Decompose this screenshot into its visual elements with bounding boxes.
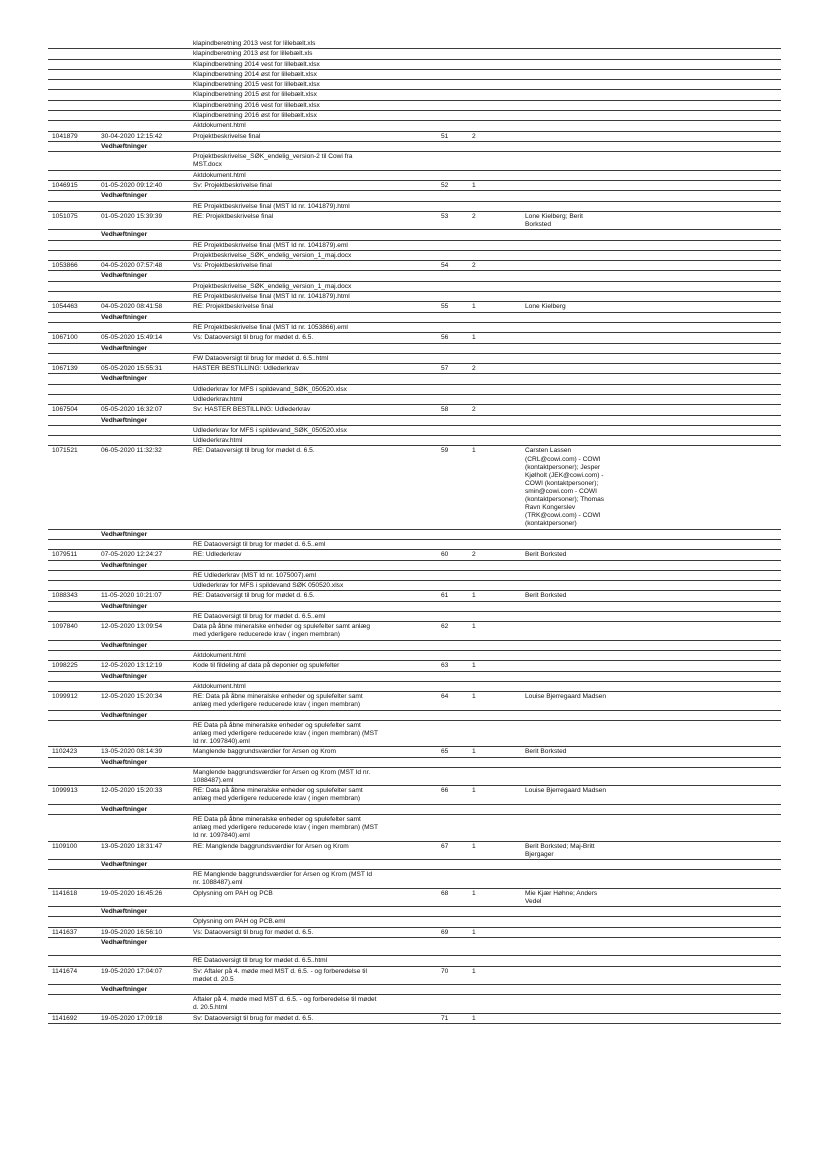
document-row: [48, 212, 781, 230]
attachments-label-row: [48, 985, 781, 995]
attachments-label: Vedhæftninger: [101, 711, 148, 719]
document-number: 63: [441, 662, 449, 670]
attachment-row: [48, 612, 781, 622]
attachments-label: Vedhæftninger: [101, 142, 148, 150]
document-id: 1088343: [52, 592, 78, 600]
document-row: [48, 302, 781, 312]
document-number: 58: [441, 406, 449, 414]
attachment-row: [48, 49, 781, 59]
attachment-row: [48, 815, 781, 842]
document-subject: RE: Projektbeskrivelse final: [193, 303, 274, 311]
document-id: 1053866: [52, 262, 78, 270]
attachments-label: Vedhæftninger: [101, 986, 148, 993]
document-subject: RE: Manglende baggrundsværdier for Arsen og Krom: [193, 842, 349, 850]
document-date: 06-05-2020 11:32:32: [101, 447, 162, 455]
document-row: [48, 181, 781, 191]
attachment-name: Aktdokument.html: [193, 122, 246, 130]
attachment-name: Klapindberetning 2016 øst for lillebælt.xlsx: [193, 112, 317, 120]
attachment-count: 1: [472, 447, 476, 455]
attachments-label: Vedhæftninger: [101, 272, 148, 280]
document-date: 01-05-2020 15:39:39: [101, 212, 163, 220]
document-row: [48, 333, 781, 343]
document-subject: RE: Projektbeskrivelse final: [193, 212, 274, 220]
document-row: [48, 550, 781, 560]
attachment-name: RE Udlederkrav (MST Id nr. 1075007).eml: [193, 571, 317, 579]
attachment-count: 1: [472, 967, 476, 975]
document-date: 12-05-2020 13:12:19: [101, 662, 163, 670]
document-subject: Vs: Dataoversigt til brug for mødet d. 6.5.: [193, 928, 314, 936]
attachment-row: [48, 70, 781, 80]
document-row: [48, 132, 781, 142]
attachment-name: RE Dataoversigt til brug for mødet d. 6.5..eml: [193, 613, 326, 621]
document-recipients: Berit Borksted: [525, 748, 567, 756]
document-id: 1141674: [52, 967, 78, 975]
attachments-label-row: [48, 530, 781, 540]
attachment-name: Projektbeskrivelse_SØK_endelig_version_1_maj.docx: [193, 251, 352, 259]
document-number: 53: [441, 212, 449, 220]
attachment-name: RE Data på åbne mineralske enheder og spulefelter samt anlæg med yderligere reducerede krav ( ingen membran) (MST Id nr. 1097840).eml: [193, 721, 379, 746]
document-date: 19-05-2020 17:09:18: [101, 1014, 163, 1022]
attachment-count: 1: [472, 1014, 476, 1022]
document-date: 01-05-2020 09:12:40: [101, 181, 163, 189]
attachment-count: 2: [472, 262, 476, 270]
document-id: 1046915: [52, 181, 78, 189]
document-row: [48, 786, 781, 804]
attachments-label: Vedhæftninger: [101, 672, 148, 680]
attachment-row: [48, 171, 781, 181]
attachments-label: Vedhæftninger: [101, 192, 148, 200]
attachment-row: [48, 436, 781, 446]
document-subject: Kode til fildeling af data på deponier og spulefelter: [193, 662, 340, 670]
attachment-name: RE Projektbeskrivelse final (MST Id nr. 1053866).eml: [193, 323, 348, 331]
attachments-label: Vedhæftninger: [101, 375, 148, 383]
document-date: 12-05-2020 13:09:54: [101, 623, 163, 631]
document-number: 61: [441, 592, 449, 600]
document-row: [48, 928, 781, 938]
document-id: 1109100: [52, 842, 78, 850]
document-number: 71: [441, 1014, 449, 1022]
attachment-row: [48, 354, 781, 364]
document-number: 70: [441, 967, 449, 975]
attachments-label-row: [48, 191, 781, 201]
attachment-name: RE Projektbeskrivelse final (MST Id nr. 1041879).html: [193, 202, 350, 210]
attachments-label-row: [48, 344, 781, 354]
attachments-label-row: [48, 313, 781, 323]
attachments-label: Vedhæftninger: [101, 641, 148, 649]
attachments-label: Vedhæftninger: [101, 313, 148, 321]
document-id: 1097840: [52, 623, 78, 631]
attachments-label: Vedhæftninger: [101, 805, 148, 813]
attachment-row: [48, 540, 781, 550]
attachments-label: Vedhæftninger: [101, 344, 148, 352]
document-subject: Sv: HASTER BESTILLING: Udlederkrav: [193, 406, 311, 414]
attachment-row: [48, 60, 781, 70]
attachment-row: [48, 111, 781, 121]
attachment-name: Klapindberetning 2016 vest for lillebælt.xlsx: [193, 101, 320, 109]
document-row: [48, 591, 781, 601]
document-date: 13-05-2020 18:31:47: [101, 842, 163, 850]
document-subject: RE: Data på åbne mineralske enheder og spulefelter samt anlæg med yderligere reducerede krav ( ingen membran): [193, 693, 363, 709]
attachments-label-row: [48, 907, 781, 917]
attachments-label-row: [48, 602, 781, 612]
attachments-label-row: [48, 641, 781, 651]
document-row: [48, 622, 781, 640]
document-id: 1067100: [52, 334, 78, 342]
attachment-count: 2: [472, 365, 476, 373]
attachments-label-row: [48, 271, 781, 281]
attachment-row: [48, 995, 781, 1013]
document-row: [48, 842, 781, 860]
attachments-label-row: [48, 938, 781, 956]
attachment-count: 1: [472, 889, 476, 897]
attachment-count: 2: [472, 132, 476, 140]
attachment-name: Udlederkrav for MFS i spildevand_SØK_050520.xlsx: [193, 426, 347, 434]
attachment-name: Klapindberetning 2014 øst for lillebælt.xlsx: [193, 70, 317, 78]
attachments-label-row: [48, 374, 781, 384]
document-row: [48, 1014, 781, 1024]
document-number: 60: [441, 551, 449, 559]
attachment-count: 1: [472, 181, 476, 189]
attachment-row: [48, 202, 781, 212]
document-number: 69: [441, 928, 449, 936]
document-id: 1099912: [52, 693, 78, 701]
document-number: 67: [441, 842, 449, 850]
attachment-name: Projektbeskrivelse_SØK_endelig_version_1_maj.docx: [193, 282, 352, 290]
attachments-label-row: [48, 416, 781, 426]
attachment-name: Klapindberetning 2014 vest for lillebælt.xlsx: [193, 60, 320, 68]
document-number: 55: [441, 303, 449, 311]
document-id: 1099913: [52, 787, 78, 795]
attachment-name: Aktdokument.html: [193, 652, 246, 660]
attachment-row: [48, 282, 781, 292]
document-table: [48, 39, 781, 1024]
document-row: [48, 261, 781, 271]
document-id: 1041879: [52, 132, 78, 140]
attachment-count: 2: [472, 212, 476, 220]
document-id: 1102423: [52, 748, 78, 756]
attachment-count: 2: [472, 406, 476, 414]
document-date: 19-05-2020 16:45:26: [101, 889, 163, 897]
attachment-name: Udlederkrav for MFS i spildevand SØK 050520.xlsx: [193, 582, 344, 590]
document-row: [48, 364, 781, 374]
document-subject: Sv: Dataoversigt til brug for mødet d. 6.5.: [193, 1014, 314, 1022]
document-id: 1067504: [52, 406, 78, 414]
document-number: 52: [441, 181, 449, 189]
document-subject: Projektbeskrivelse final: [193, 132, 261, 140]
attachment-name: Aktdokument.html: [193, 682, 246, 690]
document-subject: Oplysning om PAH og PCB: [193, 889, 273, 897]
document-number: 65: [441, 748, 449, 756]
document-id: 1071521: [52, 447, 78, 455]
attachments-label-row: [48, 561, 781, 571]
document-row: [48, 747, 781, 757]
attachments-label-row: [48, 805, 781, 815]
document-recipients: Louise Bjerregaard Madsen: [525, 693, 607, 701]
document-id: 1098225: [52, 662, 78, 670]
attachments-label: Vedhæftninger: [101, 860, 148, 868]
document-date: 05-05-2020 15:55:31: [101, 365, 163, 373]
attachments-label-row: [48, 758, 781, 768]
document-subject: RE: Dataoversigt til brug for mødet d. 6.5.: [193, 592, 315, 600]
attachment-count: 1: [472, 842, 476, 850]
attachment-row: [48, 395, 781, 405]
document-id: 1051075: [52, 212, 78, 220]
attachment-name: Projektbeskrivelse_SØK_endelig_version-2 til Cowi fra MST.docx: [193, 153, 353, 169]
attachment-row: [48, 917, 781, 927]
document-number: 51: [441, 132, 449, 140]
attachment-name: FW Dataoversigt til brug for mødet d. 6.5..html: [193, 354, 329, 362]
attachment-count: 1: [472, 748, 476, 756]
document-recipients: Louise Bjerregaard Madsen: [525, 787, 607, 795]
attachments-label-row: [48, 142, 781, 152]
attachment-name: RE Dataoversigt til brug for mødet d. 6.5..html: [193, 957, 328, 965]
attachment-name: RE Manglende baggrundsværdier for Arsen og Krom (MST Id nr. 1088487).eml: [193, 871, 373, 887]
document-id: 1141692: [52, 1014, 78, 1022]
attachments-label: Vedhæftninger: [101, 416, 148, 424]
attachment-row: [48, 768, 781, 786]
attachment-name: RE Data på åbne mineralske enheder og spulefelter samt anlæg med yderligere reducerede krav ( ingen membran) (MST Id nr. 1097840).eml: [193, 816, 379, 840]
document-id: 1141637: [52, 928, 78, 936]
document-date: 05-05-2020 16:32:07: [101, 406, 163, 414]
document-row: [48, 405, 781, 415]
document-number: 56: [441, 334, 449, 342]
document-subject: Data på åbne mineralske enheder og spulefelter samt anlæg med yderligere reducerede krav ( ingen membran): [193, 623, 371, 639]
attachment-name: klapindberetning 2013 vest for lillebælt.xls: [193, 40, 316, 47]
document-recipients: Berit Borksted: [525, 551, 567, 559]
document-date: 12-05-2020 15:20:33: [101, 787, 163, 795]
document-id: 1079511: [52, 551, 78, 559]
document-number: 66: [441, 787, 449, 795]
attachment-name: Udlederkrav for MFS i spildevand_SØK_050520.xlsx: [193, 385, 347, 393]
attachment-count: 1: [472, 928, 476, 936]
document-subject: RE: Dataoversigt til brug for mødet d. 6.5.: [193, 447, 315, 455]
document-id: 1054463: [52, 303, 78, 311]
document-subject: Vs: Dataoversigt til brug for mødet d. 6.5.: [193, 334, 314, 342]
attachment-name: Aftaler på 4. møde med MST d. 6.5. - og forberedelse til mødet d. 20.5.html: [193, 996, 377, 1012]
attachment-count: 1: [472, 662, 476, 670]
attachment-name: Aktdokument.html: [193, 171, 246, 179]
document-id: 1141618: [52, 889, 78, 897]
document-number: 59: [441, 447, 449, 455]
document-row: [48, 446, 781, 529]
document-recipients: Mie Kjær Høhne; Anders Vedel: [525, 889, 598, 905]
attachment-row: [48, 323, 781, 333]
attachment-count: 1: [472, 623, 476, 631]
document-row: [48, 889, 781, 907]
attachments-label-row: [48, 672, 781, 682]
document-date: 30-04-2020 12:15:42: [101, 132, 163, 140]
attachment-row: [48, 251, 781, 261]
attachment-row: [48, 101, 781, 111]
attachments-label: Vedhæftninger: [101, 231, 148, 239]
attachment-count: 1: [472, 693, 476, 701]
document-subject: RE: Data på åbne mineralske enheder og spulefelter samt anlæg med yderligere reducerede krav ( ingen membran): [193, 787, 363, 803]
document-subject: Sv: Projektbeskrivelse final: [193, 181, 272, 189]
document-number: 62: [441, 623, 449, 631]
attachments-label-row: [48, 230, 781, 240]
attachment-name: Manglende baggrundsværdier for Arsen og Krom (MST Id nr. 1088487).eml: [193, 768, 371, 785]
attachments-label: Vedhæftninger: [101, 561, 148, 569]
document-recipients: Carsten Lassen (CRL@cowi.com) - COWI (kontaktpersoner); Jesper Kjølholt (JEK@cowi.com) - COWI (kontaktpersoner); smin@cowi.com - COWI (kontaktpersoner); Thomas Ravn Kongerslev (TRK@cowi.com) - COWI (kontaktpersoner): [525, 447, 605, 528]
attachment-name: RE Projektbeskrivelse final (MST Id nr. 1041879).html: [193, 293, 350, 301]
attachments-label: Vedhæftninger: [101, 758, 148, 766]
document-date: 05-05-2020 15:49:14: [101, 334, 163, 342]
document-date: 07-05-2020 12:24:27: [101, 551, 163, 559]
attachment-row: [48, 651, 781, 661]
document-id: 1067139: [52, 365, 78, 373]
document-subject: HASTER BESTILLING: Udlederkrav: [193, 365, 299, 373]
attachment-name: RE Dataoversigt til brug for mødet d. 6.5..eml: [193, 540, 326, 548]
document-date: 19-05-2020 17:04:07: [101, 967, 163, 975]
attachment-name: Klapindberetning 2015 øst for lillebælt.xlsx: [193, 91, 317, 99]
attachment-name: Oplysning om PAH og PCB.eml: [193, 918, 286, 926]
attachment-row: [48, 870, 781, 888]
document-number: 64: [441, 693, 449, 701]
attachment-count: 1: [472, 303, 476, 311]
document-row: [48, 661, 781, 671]
attachment-count: 1: [472, 334, 476, 342]
document-recipients: Berit Borksted: [525, 592, 567, 600]
attachment-row: [48, 385, 781, 395]
document-subject: RE: Udlederkrav: [193, 551, 242, 559]
attachment-name: Udlederkrav.html: [193, 437, 243, 445]
attachments-label-row: [48, 711, 781, 721]
attachment-row: [48, 121, 781, 131]
document-subject: Vs: Projektbeskrivelse final: [193, 262, 272, 270]
attachments-label: Vedhæftninger: [101, 938, 148, 946]
document-date: 11-05-2020 10:21:07: [101, 592, 162, 600]
document-number: 54: [441, 262, 449, 270]
document-row: [48, 692, 781, 710]
document-recipients: Lone Kielberg; Berit Borksted: [525, 212, 583, 228]
document-date: 04-05-2020 07:57:48: [101, 262, 163, 270]
attachment-row: [48, 956, 781, 966]
document-recipients: Berit Borksted; Maj-Britt Bjergager: [525, 842, 595, 858]
document-subject: Manglende baggrundsværdier for Arsen og Krom: [193, 748, 336, 756]
document-date: 19-05-2020 16:56:10: [101, 928, 163, 936]
document-date: 04-05-2020 08:41:58: [101, 303, 163, 311]
document-subject: Sv: Aftaler på 4. møde med MST d. 6.5. - og forberedelse til mødet d. 20.5: [193, 967, 367, 983]
attachment-row: [48, 152, 781, 170]
attachments-label: Vedhæftninger: [101, 602, 148, 610]
attachment-row: [48, 39, 781, 49]
attachments-label-row: [48, 860, 781, 870]
attachment-row: [48, 80, 781, 90]
attachment-row: [48, 682, 781, 692]
document-date: 12-05-2020 15:20:34: [101, 693, 163, 701]
attachment-row: [48, 426, 781, 436]
attachment-row: [48, 581, 781, 591]
document-number: 57: [441, 365, 449, 373]
document-row: [48, 967, 781, 985]
attachment-name: Udlederkrav.html: [193, 395, 243, 403]
attachment-row: [48, 721, 781, 748]
attachment-row: [48, 571, 781, 581]
attachment-count: 1: [472, 787, 476, 795]
document-date: 13-05-2020 08:14:39: [101, 748, 163, 756]
attachment-name: Klapindberetning 2015 vest for lillebælt.xlsx: [193, 81, 320, 89]
attachments-label: Vedhæftninger: [101, 530, 148, 538]
attachment-row: [48, 241, 781, 251]
attachment-row: [48, 90, 781, 100]
attachment-count: 2: [472, 551, 476, 559]
attachment-count: 1: [472, 592, 476, 600]
document-number: 68: [441, 889, 449, 897]
attachment-row: [48, 292, 781, 302]
attachment-name: klapindberetning 2013 øst for lillebælt.xls: [193, 50, 313, 58]
attachments-label: Vedhæftninger: [101, 908, 148, 916]
attachment-name: RE Projektbeskrivelse final (MST Id nr. 1041879).eml: [193, 241, 348, 249]
document-recipients: Lone Kielberg: [525, 303, 566, 311]
